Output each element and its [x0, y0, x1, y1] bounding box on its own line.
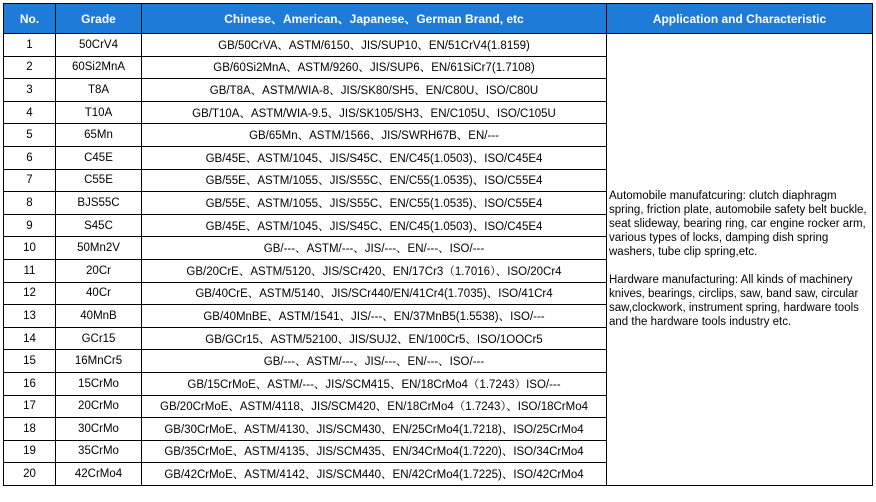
row-no-cell: 2 [4, 56, 56, 79]
row-grade-cell: GCr15 [56, 327, 142, 350]
row-brand-cell: GB/45E、ASTM/1045、JIS/S45C、EN/C45(1.0503)、ISO/C45E4 [142, 146, 607, 169]
row-no-cell: 5 [4, 124, 56, 147]
row-brand-cell: GB/40CrE、ASTM/5140、JIS/SCr440/EN/41Cr4(1.7035)、ISO/41Cr4 [142, 282, 607, 305]
application-hardware-text: Hardware manufacturing: All kinds of machinery knives, bearings, circlips, saw, band saw, circular saw,clockwork, instrument spring, hardware tools and the hardware tools industry etc. [609, 274, 859, 329]
row-no-cell: 10 [4, 237, 56, 260]
header-application: Application and Characteristic [607, 4, 873, 34]
row-grade-cell: 20Cr [56, 259, 142, 282]
row-grade-cell: 40MnB [56, 305, 142, 328]
row-no-cell: 17 [4, 395, 56, 418]
table-row [4, 34, 873, 57]
row-grade-cell: C55E [56, 169, 142, 192]
steel-grade-table-container [3, 3, 873, 486]
row-brand-cell: GB/60Si2MnA、ASTM/9260、JIS/SUP6、EN/61SiCr7(1.7108) [142, 56, 607, 79]
row-brand-cell: GB/50CrVA、ASTM/6150、JIS/SUP10、EN/51CrV4(1.8159) [142, 34, 607, 57]
row-no-cell: 1 [4, 34, 56, 57]
row-grade-cell: 65Mn [56, 124, 142, 147]
paragraph-gap [609, 259, 870, 273]
row-brand-cell: GB/45E、ASTM/1045、JIS/S45C、EN/C45(1.0503)、ISO/C45E4 [142, 214, 607, 237]
row-grade-cell: 50Mn2V [56, 237, 142, 260]
row-brand-cell: GB/30CrMoE、ASTM/4130、JIS/SCM430、EN/25CrMo4(1.7218)、ISO/25CrMo4 [142, 418, 607, 441]
row-grade-cell: 50CrV4 [56, 34, 142, 57]
row-no-cell: 14 [4, 327, 56, 350]
application-cell [607, 34, 873, 486]
application-automobile-text: Automobile manufatcuring: clutch diaphragm spring, friction plate, automobile safety belt buckle, seat slideway, bearing ring, car engine rocker arm, various types of locks, damping dish spring washers, tube clip spring,etc. [609, 190, 867, 259]
row-grade-cell: 42CrMo4 [56, 463, 142, 486]
header-grade: Grade [56, 4, 142, 34]
row-brand-cell: GB/T8A、ASTM/WIA-8、JIS/SK80/SH5、EN/C80U、ISO/C80U [142, 79, 607, 102]
row-no-cell: 15 [4, 350, 56, 373]
row-no-cell: 11 [4, 259, 56, 282]
row-no-cell: 20 [4, 463, 56, 486]
row-brand-cell: GB/20CrMoE、ASTM/4118、JIS/SCM420、EN/18CrMo4（1.7243）、ISO/18CrMo4 [142, 395, 607, 418]
row-grade-cell: 15CrMo [56, 372, 142, 395]
row-no-cell: 6 [4, 146, 56, 169]
row-grade-cell: 35CrMo [56, 440, 142, 463]
row-brand-cell: GB/---、ASTM/---、JIS/---、EN/---、ISO/--- [142, 237, 607, 260]
row-no-cell: 8 [4, 192, 56, 215]
row-grade-cell: T8A [56, 79, 142, 102]
steel-grade-table [3, 3, 873, 486]
row-brand-cell: GB/35CrMoE、ASTM/4135、JIS/SCM435、EN/34CrMo4(1.7220)、ISO/34CrMo4 [142, 440, 607, 463]
header-no: No. [4, 4, 56, 34]
row-grade-cell: 40Cr [56, 282, 142, 305]
row-no-cell: 7 [4, 169, 56, 192]
row-brand-cell: GB/T10A、ASTM/WIA-9.5、JIS/SK105/SH3、EN/C105U、ISO/C105U [142, 101, 607, 124]
row-no-cell: 9 [4, 214, 56, 237]
row-grade-cell: 20CrMo [56, 395, 142, 418]
row-no-cell: 4 [4, 101, 56, 124]
row-brand-cell: GB/42CrMoE、ASTM/4142、JIS/SCM440、EN/42CrMo4(1.7225)、ISO/42CrMo4 [142, 463, 607, 486]
row-grade-cell: 30CrMo [56, 418, 142, 441]
row-no-cell: 16 [4, 372, 56, 395]
table-body [4, 34, 873, 486]
row-grade-cell: BJS55C [56, 192, 142, 215]
row-no-cell: 12 [4, 282, 56, 305]
row-brand-cell: GB/---、ASTM/---、JIS/---、EN/---、ISO/--- [142, 350, 607, 373]
row-brand-cell: GB/40MnBE、ASTM/1541、JIS/---、EN/37MnB5(1.5538)、ISO/--- [142, 305, 607, 328]
header-brand: Chinese、American、Japanese、German Brand, etc [142, 4, 607, 34]
row-brand-cell: GB/15CrMoE、ASTM/---、JIS/SCM415、EN/18CrMo4（1.7243）ISO/--- [142, 372, 607, 395]
row-no-cell: 19 [4, 440, 56, 463]
row-brand-cell: GB/65Mn、ASTM/1566、JIS/SWRH67B、EN/--- [142, 124, 607, 147]
row-no-cell: 18 [4, 418, 56, 441]
row-brand-cell: GB/GCr15、ASTM/52100、JIS/SUJ2、EN/100Cr5、ISO/1OOCr5 [142, 327, 607, 350]
row-grade-cell: T10A [56, 101, 142, 124]
row-grade-cell: C45E [56, 146, 142, 169]
row-brand-cell: GB/55E、ASTM/1055、JIS/S55C、EN/C55(1.0535)、ISO/C55E4 [142, 192, 607, 215]
row-grade-cell: 16MnCr5 [56, 350, 142, 373]
row-brand-cell: GB/20CrE、ASTM/5120、JIS/SCr420、EN/17Cr3（1.7016）、ISO/20Cr4 [142, 259, 607, 282]
table-header-row [4, 4, 873, 34]
row-grade-cell: S45C [56, 214, 142, 237]
row-brand-cell: GB/55E、ASTM/1055、JIS/S55C、EN/C55(1.0535)、ISO/C55E4 [142, 169, 607, 192]
row-no-cell: 13 [4, 305, 56, 328]
row-no-cell: 3 [4, 79, 56, 102]
row-grade-cell: 60Si2MnA [56, 56, 142, 79]
